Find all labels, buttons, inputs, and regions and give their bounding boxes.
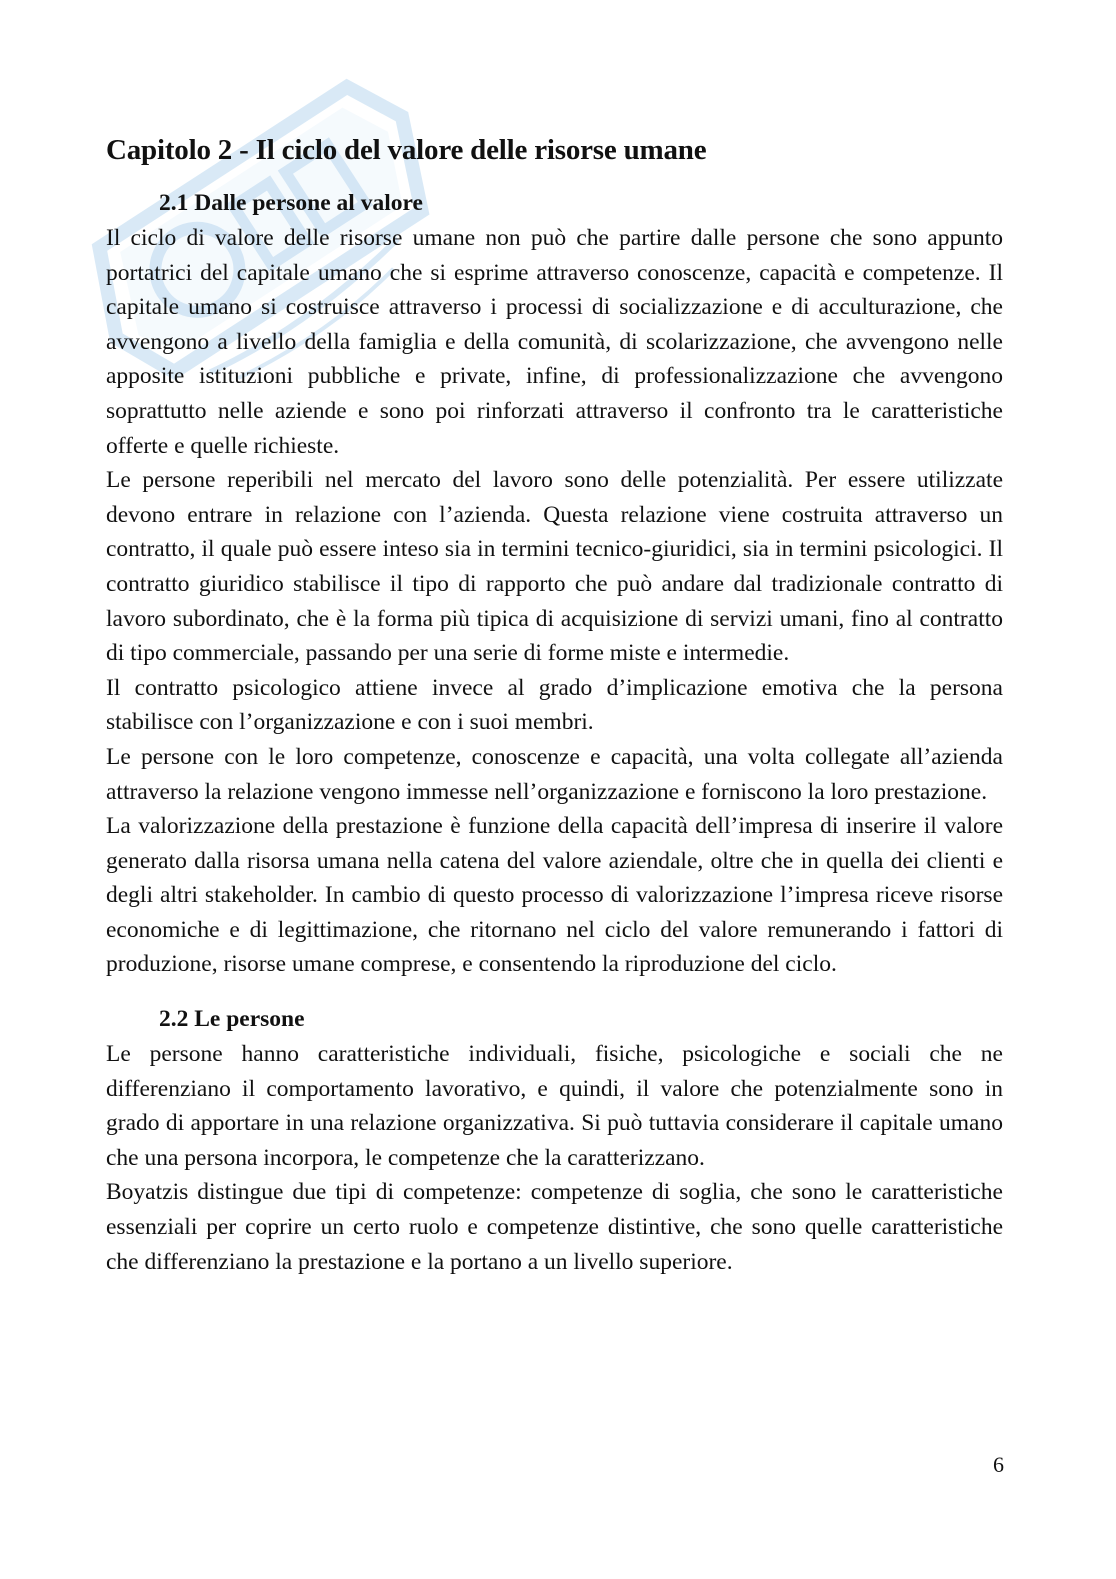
body-paragraph: Le persone reperibili nel mercato del lavoro sono delle potenzialità. Per essere utilizzate devono entrare in relazione con l’azienda. Questa relazione viene costruita attraverso un contratto, il quale può essere inteso sia in termini tecnico-giuridici, sia in termini psicologici. Il contratto giuridico stabilisce il tipo di rapporto che può andare dal tradizionale contratto di lavoro subordinato, che è la forma più tipica di acquisizione di servizi umani, fino al contratto di tipo commerciale, passando per una serie di forme miste e intermedie.: [106, 467, 1003, 667]
body-paragraph: Il ciclo di valore delle risorse umane non può che partire dalle persone che sono appunto portatrici del capitale umano che si esprime attraverso conoscenze, capacità e competenze. Il capitale umano si costruisce attraverso i processi di socializzazione e di acculturazione, che avvengono a livello della famiglia e della comunità, di scolarizzazione, che avvengono nelle apposite istituzioni pubbliche e private, infine, di professionalizzazione che avvengono soprattutto nelle aziende e sono poi rinforzati attraverso il confronto tra le caratteristiche offerte e quelle richieste.: [106, 225, 1003, 459]
chapter-title: Capitolo 2 - Il ciclo del valore delle risorse umane: [106, 134, 707, 166]
body-paragraph: Il contratto psicologico attiene invece al grado d’implicazione emotiva che la persona stabilisce con l’organizzazione e con i suoi membri.: [106, 674, 1003, 736]
body-paragraph: La valorizzazione della prestazione è funzione della capacità dell’impresa di inserire il valore generato dalla risorsa umana nella catena del valore aziendale, oltre che in quella dei clienti e degli altri stakeholder. In cambio di questo processo di valorizzazione l’impresa riceve risorse economiche e di legittimazione, che ritornano nel ciclo del valore remunerando i fattori di produzione, risorse umane comprese, e consentendo la riproduzione del ciclo.: [106, 813, 1003, 978]
body-paragraph: Boyatzis distingue due tipi di competenze: competenze di soglia, che sono le caratteristiche essenziali per coprire un certo ruolo e competenze distintive, che sono quelle caratteristiche che differenziano la prestazione e la portano a un livello superiore.: [106, 1179, 1003, 1275]
page-number: 6: [993, 1452, 1004, 1477]
section-heading-2-2: 2.2 Le persone: [159, 1006, 305, 1033]
section-heading-2-1: 2.1 Dalle persone al valore: [159, 190, 423, 216]
document-page: [106, 128, 1003, 1279]
body-paragraph: Le persone con le loro competenze, conoscenze e capacità, una volta collegate all’azienda attraverso la relazione vengono immesse nell’organizzazione e forniscono la loro prestazione.: [106, 743, 1003, 805]
body-paragraph: Le persone hanno caratteristiche individuali, fisiche, psicologiche e sociali che ne differenziano il comportamento lavorativo, e quindi, il valore che potenzialmente sono in grado di apportare in una relazione organizzativa. Si può tuttavia considerare il capitale umano che una persona incorpora, le competenze che la caratterizzano.: [106, 1041, 1003, 1171]
